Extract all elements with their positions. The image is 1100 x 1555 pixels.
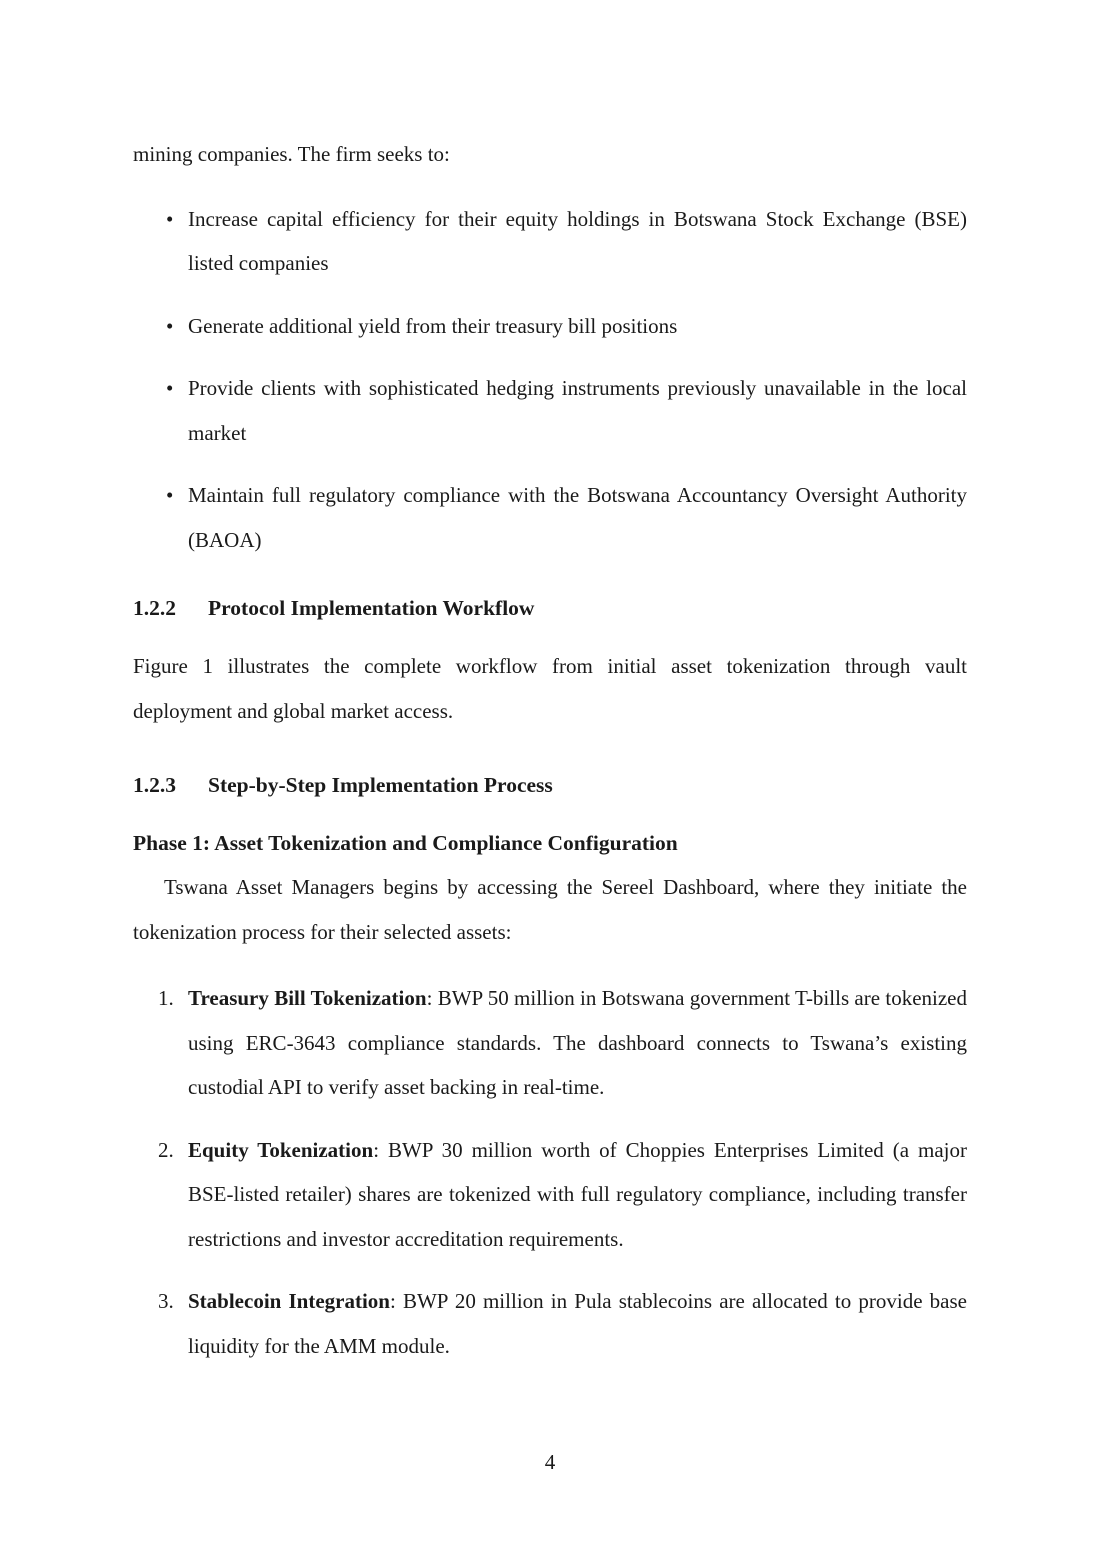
section-heading-1-2-2 — [133, 586, 967, 630]
list-item-text: Maintain full regulatory compliance with the Botswana Accountancy Oversight Authority (BAOA) — [188, 483, 967, 552]
step-text: : BWP 30 million worth of Choppies Enterprises Limited (a major BSE-listed retailer) shares are tokenized with full regulatory compliance, including transfer restrictions and investor accreditation requirements. — [188, 1137, 967, 1251]
list-item — [133, 473, 967, 562]
list-item-text: Generate additional yield from their treasury bill positions — [188, 313, 678, 338]
step-term: Stablecoin Integration — [188, 1289, 390, 1313]
step-term: Treasury Bill Tokenization — [188, 986, 427, 1010]
list-item — [133, 197, 967, 286]
section-number: 1.2.3 — [133, 773, 176, 797]
page-number: 4 — [544, 1450, 556, 1474]
section-number: 1.2.2 — [133, 596, 176, 620]
section-heading-1-2-3 — [133, 763, 967, 807]
steps-list — [133, 976, 967, 1368]
step-text: : BWP 20 million in Pula stablecoins are allocated to provide base liquidity for the AMM module. — [188, 1289, 967, 1358]
step-term: Equity Tokenization — [188, 1137, 374, 1162]
bullet-icon: • — [166, 206, 174, 231]
intro-paragraph: mining companies. The firm seeks to: — [133, 142, 450, 166]
bullet-icon: • — [166, 483, 174, 507]
list-item-text: Increase capital efficiency for their equity holdings in Botswana Stock Exchange (BSE) listed companies — [188, 206, 967, 275]
workflow-paragraph: Figure 1 illustrates the complete workflow from initial asset tokenization through vault deployment and global market access. — [133, 654, 967, 723]
section-title: Protocol Implementation Workflow — [208, 596, 535, 620]
section-title: Step-by-Step Implementation Process — [208, 773, 553, 797]
list-item — [133, 976, 967, 1110]
phase-heading: Phase 1: Asset Tokenization and Compliance Configuration — [133, 831, 678, 855]
list-item — [133, 304, 967, 349]
step-number: 2. — [158, 1137, 174, 1162]
objectives-list — [133, 197, 967, 563]
list-item-text: Provide clients with sophisticated hedging instruments previously unavailable in the local market — [188, 376, 967, 445]
step-text: : BWP 50 million in Botswana government T-bills are tokenized using ERC-3643 compliance standards. The dashboard connects to Tswana’s existing custodial API to verify asset backing in real-time. — [188, 986, 967, 1099]
phase-intro-paragraph: Tswana Asset Managers begins by accessing the Sereel Dashboard, where they initiate the tokenization process for their selected assets: — [133, 875, 967, 944]
bullet-icon: • — [166, 313, 174, 338]
step-number: 1. — [158, 986, 174, 1010]
list-item — [133, 366, 967, 455]
page-body — [133, 132, 967, 1386]
bullet-icon: • — [166, 376, 174, 400]
step-number: 3. — [158, 1289, 174, 1313]
list-item — [133, 1128, 967, 1262]
list-item — [133, 1279, 967, 1368]
